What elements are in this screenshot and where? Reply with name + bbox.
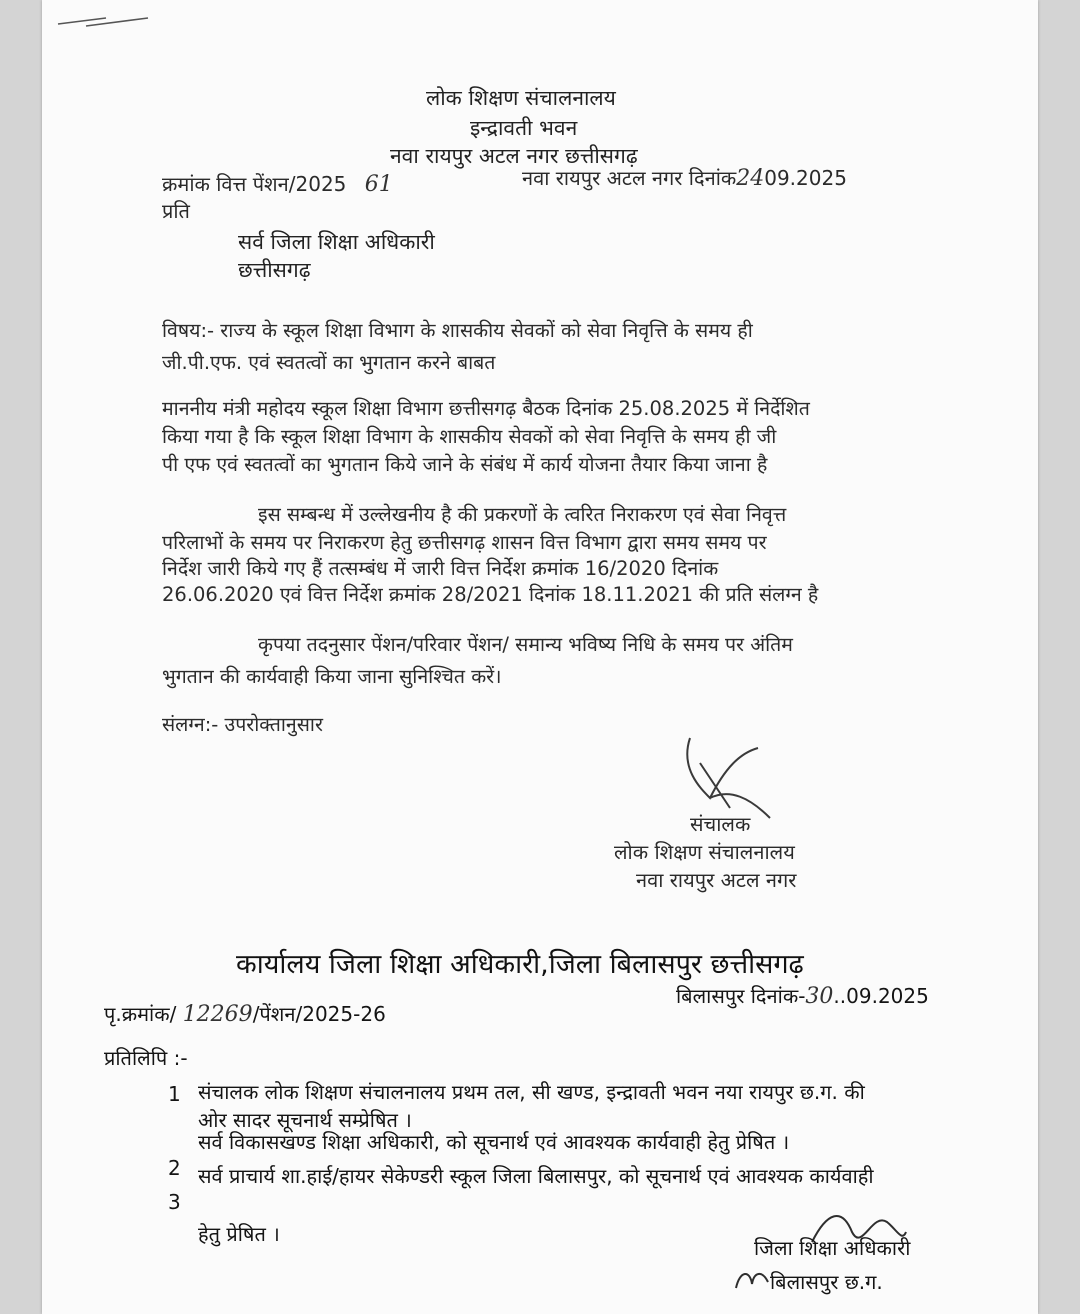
header-line-3: नवा रायपुर अटल नगर छत्तीसगढ़: [390, 144, 638, 168]
reference-date-suffix: 09.2025: [764, 166, 847, 190]
document-page: [42, 0, 1038, 1314]
paragraph-3-line-2: भुगतान की कार्यवाही किया जाना सुनिश्चित करें।: [162, 665, 502, 688]
endorsement-reference-prefix: पृ.क्रमांक/: [104, 1002, 177, 1026]
addressee-line-2: छत्तीसगढ़: [238, 258, 311, 282]
paragraph-2-line-1: इस सम्बन्ध में उल्लेखनीय है की प्रकरणों के त्वरित निराकरण एवं सेवा निवृत्त: [258, 503, 787, 526]
director-office: लोक शिक्षण संचालनालय: [614, 840, 795, 864]
copy-item-1-line-1: संचालक लोक शिक्षण संचालनालय प्रथम तल, सी खण्ड, इन्द्रावती भवन नया रायपुर छ.ग. की: [198, 1080, 865, 1104]
copy-item-3-line-2: हेतु प्रेषित ।: [198, 1222, 280, 1246]
subject-line-1: विषय:- राज्य के स्कूल शिक्षा विभाग के शासकीय सेवकों को सेवा निवृत्ति के समय ही: [162, 319, 753, 342]
prati-label: प्रति: [162, 199, 190, 223]
reference-date: [522, 164, 847, 191]
header-line-1: लोक शिक्षण संचालनालय: [426, 86, 616, 110]
endorsement-reference-suffix: /पेंशन/2025-26: [252, 1002, 386, 1026]
reference-date-handwritten: 24: [736, 166, 765, 191]
paragraph-1-line-2: किया गया है कि स्कूल शिक्षा विभाग के शासकीय सेवकों को सेवा निवृत्ति के समय ही जी: [162, 425, 777, 448]
copy-item-3-number: 3: [168, 1190, 181, 1214]
paragraph-1-line-3: पी एफ एवं स्वतत्वों का भुगतान किये जाने के संबंध में कार्य योजना तैयार किया जाना है: [162, 453, 768, 476]
copy-item-1-line-2: ओर सादर सूचनार्थ सम्प्रेषित ।: [198, 1108, 412, 1132]
subject-line-2: जी.पी.एफ. एवं स्वतत्वों का भुगतान करने बाबत: [162, 351, 496, 374]
enclosure-note: संलग्न:- उपरोक्तानुसार: [162, 713, 323, 736]
paragraph-3-line-1: कृपया तदनुसार पेंशन/परिवार पेंशन/ समान्य भविष्य निधि के समय पर अंतिम: [258, 633, 793, 656]
director-title: संचालक: [690, 812, 751, 836]
endorsement-reference: [104, 1000, 386, 1027]
stray-pen-mark: [56, 6, 156, 36]
paragraph-2-line-2: परिलाभों के समय पर निराकरण हेतु छत्तीसगढ़ शासन वित्त विभाग द्वारा समय समय पर: [162, 531, 767, 554]
endorsement-reference-handwritten: 12269: [182, 1002, 253, 1027]
copy-label: प्रतिलिपि :-: [104, 1046, 188, 1070]
reference-number-handwritten: 61: [364, 172, 393, 197]
copy-item-2-line-1: सर्व विकासखण्ड शिक्षा अधिकारी, को सूचनार्थ एवं आवश्यक कार्यवाही हेतु प्रेषित ।: [198, 1130, 790, 1154]
header-line-2: इन्द्रावती भवन: [470, 116, 578, 140]
reference-number: [162, 170, 393, 197]
deo-initial-mark: [732, 1264, 772, 1294]
endorsement-date-suffix: ..09.2025: [833, 984, 929, 1008]
copy-item-3-line-1: सर्व प्राचार्य शा.हाई/हायर सेकेण्डरी स्कूल जिला बिलासपुर, को सूचनार्थ एवं आवश्यक कार्यवाही: [198, 1164, 874, 1188]
copy-item-2-number: 2: [168, 1156, 181, 1180]
addressee-line-1: सर्व जिला शिक्षा अधिकारी: [238, 230, 435, 254]
endorsement-date: [676, 982, 929, 1009]
endorsement-date-prefix: बिलासपुर दिनांक-: [676, 984, 806, 1008]
director-place: नवा रायपुर अटल नगर: [636, 868, 797, 892]
copy-item-1-number: 1: [168, 1082, 181, 1106]
endorsement-office-title: कार्यालय जिला शिक्षा अधिकारी,जिला बिलासपुर छत्तीसगढ़: [236, 949, 804, 980]
paragraph-1-line-1: माननीय मंत्री महोदय स्कूल शिक्षा विभाग छत्तीसगढ़ बैठक दिनांक 25.08.2025 में निर्देशित: [162, 397, 810, 420]
endorsement-date-handwritten: 30: [805, 984, 834, 1009]
paragraph-2-line-4: 26.06.2020 एवं वित्त निर्देश क्रमांक 28/2021 दिनांक 18.11.2021 की प्रति संलग्न है: [162, 583, 819, 606]
deo-title: जिला शिक्षा अधिकारी: [754, 1236, 911, 1260]
reference-date-label: नवा रायपुर अटल नगर दिनांक: [522, 166, 737, 190]
paragraph-2-line-3: निर्देश जारी किये गए हैं तत्सम्बंध में जारी वित्त निर्देश क्रमांक 16/2020 दिनांक: [162, 557, 719, 580]
reference-label: क्रमांक वित्त पेंशन/2025: [162, 172, 347, 196]
deo-place: बिलासपुर छ.ग.: [770, 1270, 883, 1294]
